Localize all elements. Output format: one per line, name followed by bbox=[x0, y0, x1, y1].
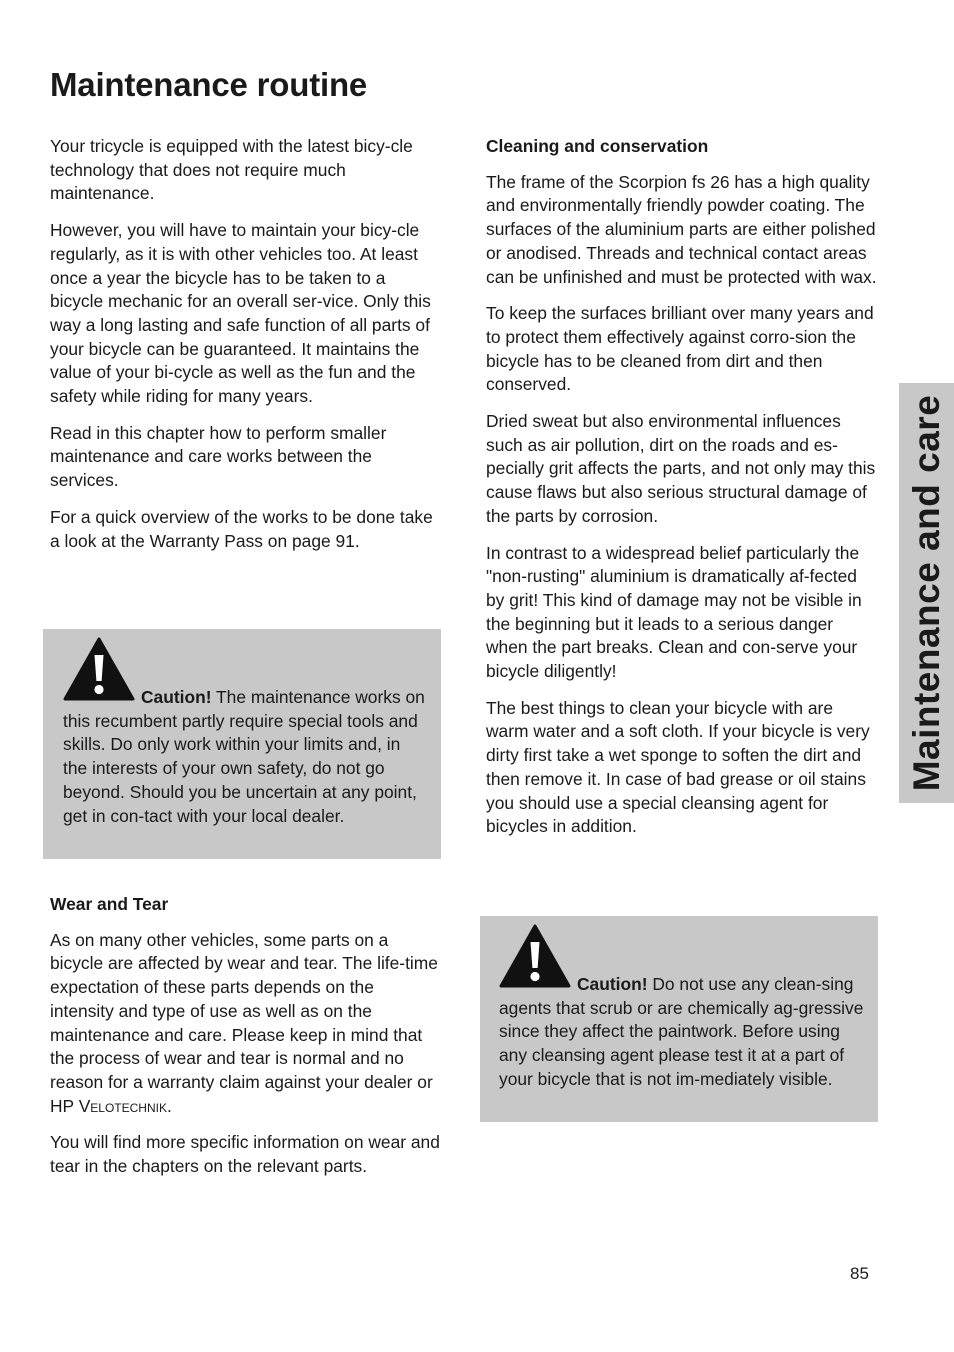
cleaning-paragraph-5: The best things to clean your bicycle with are warm water and a soft cloth. If your bicycle is very dirty first take a wet sponge to soften the dirt and then remove it. In case of bad grease or oil stains you should use a special cleansing agent for bicycles in addition. bbox=[486, 697, 870, 837]
wear-paragraph-1-text: As on many other vehicles, some parts on a bicycle are affected by wear and tear. The life-time expectation of these parts depends on the intensity and type of use as well as on the maintenance and care. Please keep in mind that the process of wear and tear is normal and no reason for a warranty claim against your dealer or HP bbox=[50, 929, 438, 1116]
warning-triangle-icon bbox=[499, 924, 571, 995]
cleaning-paragraph-1: The frame of the Scorpion fs 26 has a high quality and environmentally friendly powder coating. The surfaces of the aluminium parts are either polished or anodised. Threads and technical contact areas can be unfinished and must be protected with wax. bbox=[486, 171, 877, 287]
caution-label: Caution! bbox=[577, 974, 648, 994]
chapter-side-tab-label: Maintenance and care bbox=[905, 394, 947, 792]
caution-label: Caution! bbox=[141, 687, 212, 707]
wear-paragraph-2: You will find more specific information on wear and tear in the chapters on the relevant parts. bbox=[50, 1132, 440, 1177]
cleaning-heading: Cleaning and conservation bbox=[486, 136, 709, 156]
intro-paragraph-1: Your tricycle is equipped with the latest bicy-cle technology that does not require much maintenance. bbox=[50, 136, 413, 204]
intro-paragraph-4: For a quick overview of the works to be done take a look at the Warranty Pass on page 91. bbox=[50, 506, 433, 551]
left-column bbox=[50, 135, 442, 566]
intro-paragraph-3: Read in this chapter how to perform smaller maintenance and care works between the services. bbox=[50, 422, 387, 491]
warning-triangle-icon bbox=[63, 637, 135, 708]
caution-text: The maintenance works on this recumbent partly require special tools and skills. Do only work within your limits and, in the interests of your own safety, do not go beyond. Should you be uncertain at any point, get in con-tact with your local dealer. bbox=[63, 687, 425, 826]
wear-paragraph-1 bbox=[50, 929, 442, 1119]
page-number: 85 bbox=[850, 1264, 869, 1283]
wear-paragraph-1-end: . bbox=[166, 1095, 172, 1116]
caution-paragraph bbox=[63, 637, 427, 828]
cleaning-paragraph-2: To keep the surfaces brilliant over many years and to protect them effectively against corro-sion the bicycle has to be cleaned from dirt and then conserved. bbox=[486, 303, 874, 395]
cleaning-paragraph-4: In contrast to a widespread belief particularly the "non-rusting" aluminium is dramatically af-fected by grit! This kind of damage may not be visible in the beginning but it leads to a serious danger when the part breaks. Clean and con-serve your bicycle diligently! bbox=[486, 542, 862, 682]
right-column bbox=[486, 135, 878, 852]
caution-box-cleaning bbox=[480, 916, 878, 1122]
caution-box-maintenance bbox=[43, 629, 441, 859]
caution-text: Do not use any clean-sing agents that scrub or are chemically ag-gressive since they affect the paintwork. Before using any cleansing agent please test it at a part of your bicycle that is not im-mediately visible. bbox=[499, 974, 864, 1089]
brand-name: Velotechnik bbox=[78, 1095, 167, 1116]
intro-paragraph-2: However, you will have to maintain your bicy-cle regularly, as it is with other vehicles too. At least once a year the bicycle has to be taken to a bicycle mechanic for an overall ser-vice. Only this way a long lasting and safe function of all parts of your bicycle can be guaranteed. It maintains the value of your bi-cycle as well as the fun and the safety while riding for many years. bbox=[50, 220, 431, 407]
page-title: Maintenance routine bbox=[50, 66, 368, 103]
caution-paragraph bbox=[499, 924, 864, 1092]
chapter-side-tab bbox=[899, 383, 954, 803]
wear-heading: Wear and Tear bbox=[50, 894, 169, 914]
cleaning-paragraph-3: Dried sweat but also environmental influences such as air pollution, dirt on the roads and es-pecially grit affects the parts, and not only may this cause flaws but also serious structural damage of the parts by corrosion. bbox=[486, 411, 876, 526]
wear-section bbox=[50, 893, 442, 1192]
